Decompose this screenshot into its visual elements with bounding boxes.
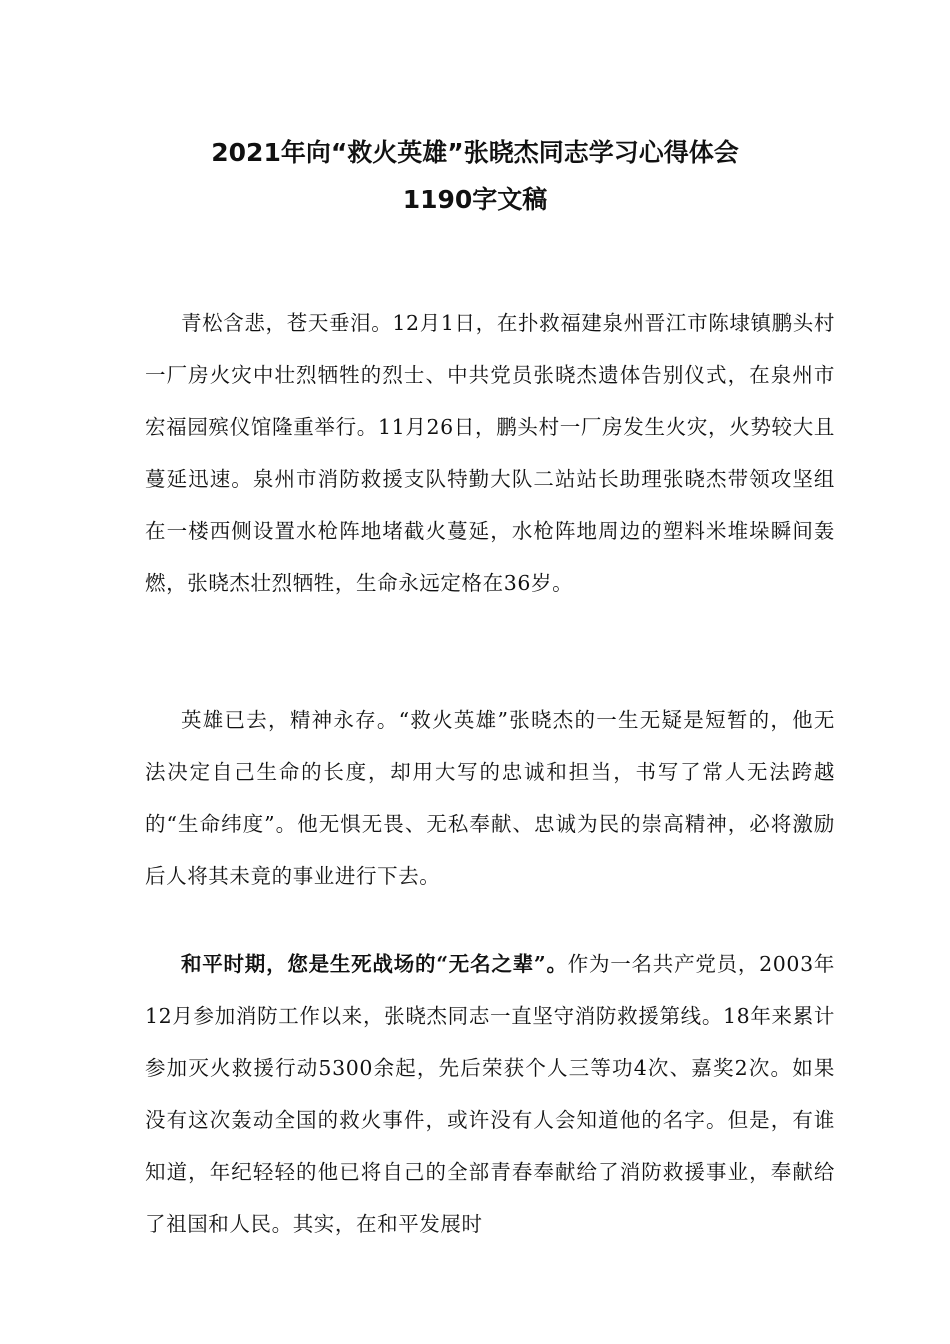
paragraph-3 <box>145 938 835 1250</box>
paragraph-3-lead-sentence: 和平时期，您是生死战场的“无名之辈”。 <box>181 951 568 976</box>
paragraph-2: 英雄已去，精神永存。“救火英雄”张晓杰的一生无疑是短暂的，他无法决定自己生命的长度，却用大写的忠诚和担当，书写了常人无法跨越的“生命纬度”。他无惧无畏、无私奉献、忠诚为民的崇高精神，必将激励后人将其未竟的事业进行下去。 <box>145 707 835 888</box>
paragraph-1: 青松含悲，苍天垂泪。12月1日，在扑救福建泉州晋江市陈埭镇鹏头村一厂房火灾中壮烈牺牲的烈士、中共党员张晓杰遗体告别仪式，在泉州市宏福园殡仪馆隆重举行。11月26日，鹏头村一厂房发生火灾，火势较大且蔓延迅速。泉州市消防救援支队特勤大队二站站长助理张晓杰带领攻坚组在一楼西侧设置水枪阵地堵截火蔓延，水枪阵地周边的塑料米堆垛瞬间轰燃，张晓杰壮烈牺牲，生命永远定格在36岁。 <box>145 310 835 595</box>
paragraph-3-body: 作为一名共产党员，2003年12月参加消防工作以来，张晓杰同志一直坚守消防救援第线。18年来累计参加灭火救援行动5300余起，先后荣获个人三等功4次、嘉奖2次。如果没有这次轰动全国的救火事件，或许没有人会知道他的名字。但是，有谁知道，年纪轻轻的他已将自己的全部青春奉献给了消防救援事业，奉献给了祖国和人民。其实，在和平发展时 <box>145 951 835 1236</box>
document-title-line-1: 2021年向“救火英雄”张晓杰同志学习心得体会 <box>211 138 739 167</box>
document-title-line-2: 1190字文稿 <box>402 185 548 214</box>
